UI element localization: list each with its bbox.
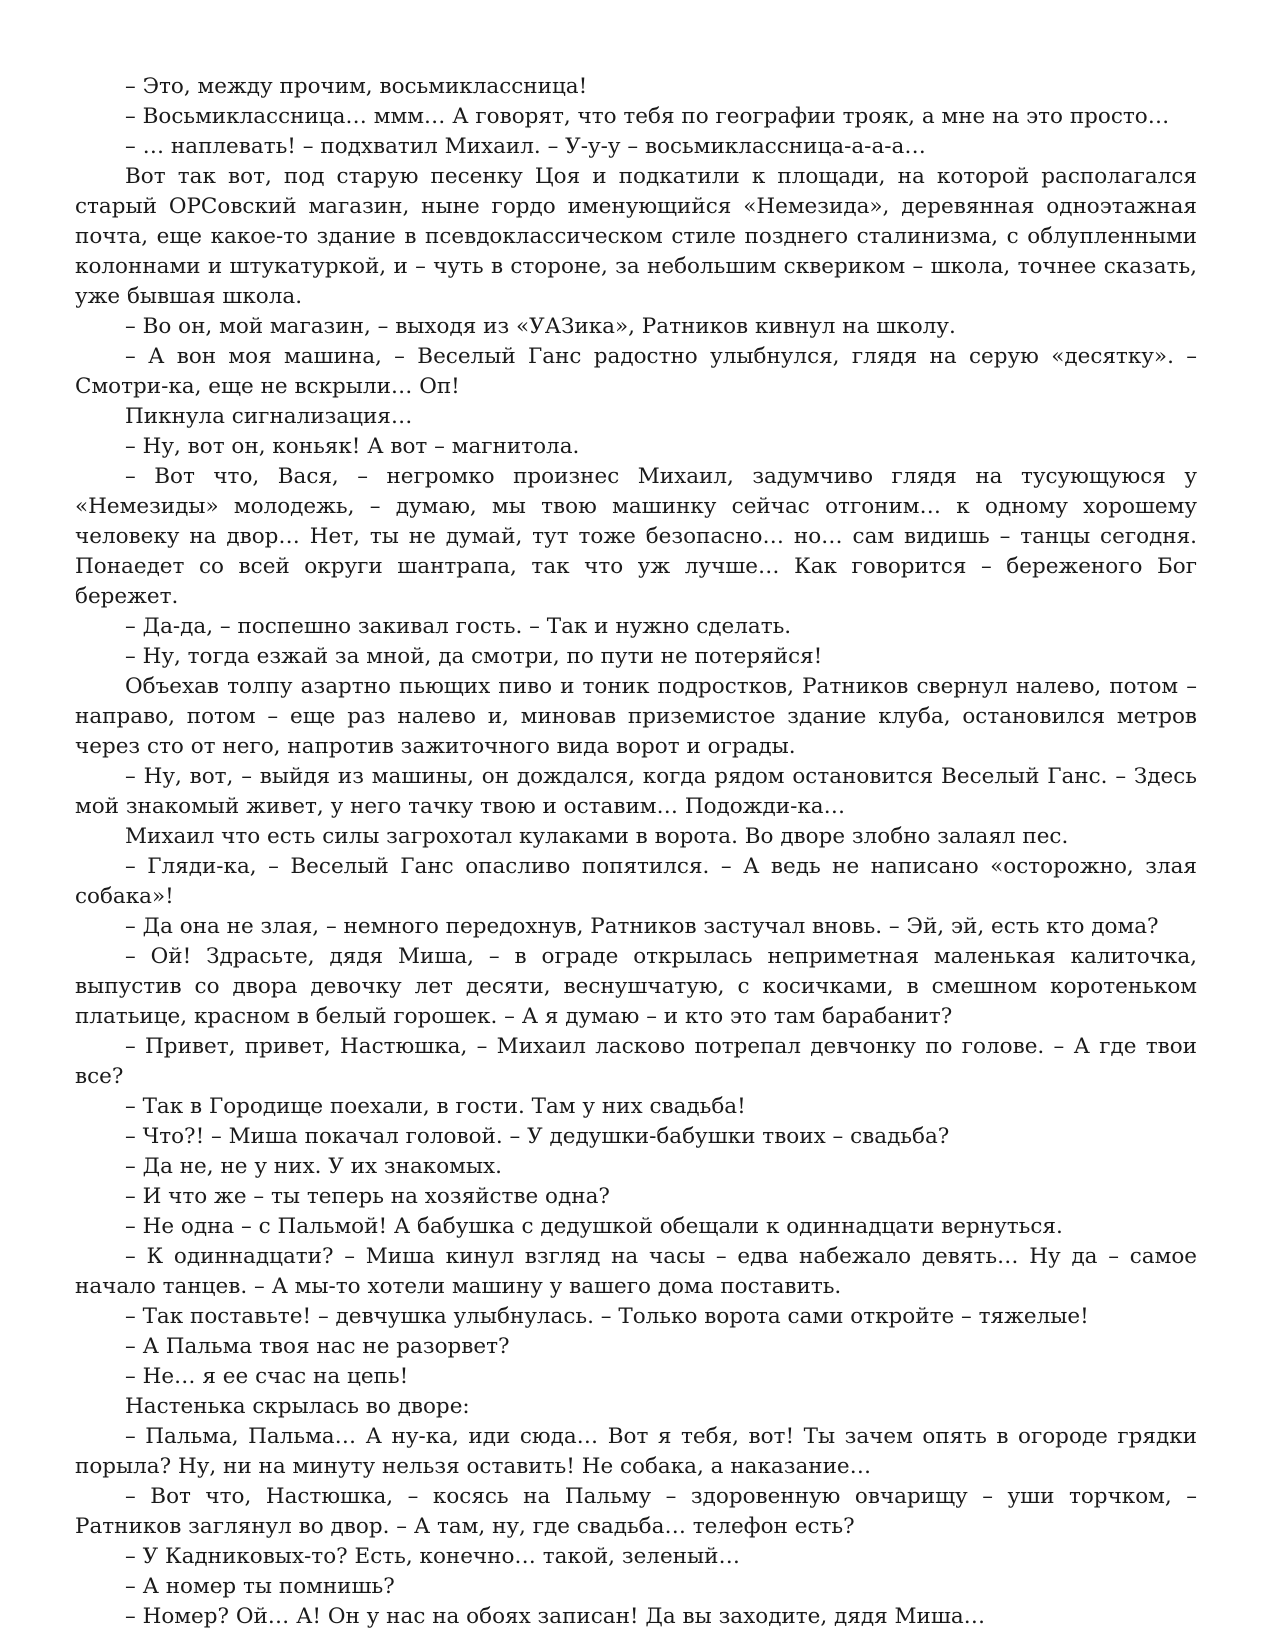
paragraph: – Не одна – с Пальмой! А бабушка с дедушкой обещали к одиннадцати вернуться. (125, 1214, 1063, 1239)
paragraph: – Во он, мой магазин, – выходя из «УАЗика», Ратников кивнул на школу. (125, 314, 956, 339)
document-page (75, 72, 1197, 1632)
paragraph: – Да-да, – поспешно закивал гость. – Так и нужно сделать. (125, 614, 792, 639)
paragraph: – Что?! – Миша покачал головой. – У дедушки-бабушки твоих – свадьба? (125, 1124, 950, 1149)
paragraph: – А номер ты помнишь? (125, 1574, 395, 1599)
paragraph: – Не… я ее счас на цепь! (125, 1364, 409, 1389)
paragraph: – Вот что, Настюшка, – косясь на Пальму – здоровенную овчарищу – уши торчком, – Ратников заглянул во двор. – А там, ну, где свадьба… телефон есть? (75, 1484, 1197, 1539)
paragraph: – Вот что, Вася, – негромко произнес Михаил, задумчиво глядя на тусующуюся у «Немезиды» молодежь, – думаю, мы твою машинку сейчас отгоним… к одному хорошему человеку на двор… Нет, ты не думай, тут тоже безопасно… но… сам видишь – танцы сегодня. Понаедет со всей округи шантрапа, так что уж лучше… Как говорится – береженого Бог бережет. (75, 464, 1197, 609)
paragraph: – … наплевать! – подхватил Михаил. – У-у-у – восьмиклассница-а-а-а… (125, 134, 926, 159)
paragraph: Михаил что есть силы загрохотал кулаками в ворота. Во дворе злобно залаял пес. (125, 824, 1069, 849)
paragraph: Настенька скрылась во дворе: (125, 1394, 470, 1419)
paragraph: – Так в Городище поехали, в гости. Там у них свадьба! (125, 1094, 746, 1119)
paragraph: Пикнула сигнализация… (125, 404, 413, 429)
paragraph: Объехав толпу азартно пьющих пиво и тоник подростков, Ратников свернул налево, потом – направо, потом – еще раз налево и, миновав приземистое здание клуба, остановился метров через сто от него, напротив зажиточного вида ворот и ограды. (75, 674, 1197, 759)
paragraph: – Восьмиклассница… ммм… А говорят, что тебя по географии трояк, а мне на это просто… (125, 104, 1170, 129)
paragraph: – И что же – ты теперь на хозяйстве одна? (125, 1184, 610, 1209)
paragraph: – Ну, вот, – выйдя из машины, он дождался, когда рядом остановится Веселый Ганс. – Здесь мой знакомый живет, у него тачку твою и оставим… Подожди-ка… (75, 764, 1197, 819)
paragraph: – А Пальма твоя нас не разорвет? (125, 1334, 510, 1359)
paragraph: – А вон моя машина, – Веселый Ганс радостно улыбнулся, глядя на серую «десятку». – Смотри-ка, еще не вскрыли… Оп! (75, 344, 1197, 399)
paragraph: – Гляди-ка, – Веселый Ганс опасливо попятился. – А ведь не написано «осторожно, злая собака»! (75, 854, 1197, 909)
paragraph: – Ну, вот он, коньяк! А вот – магнитола. (125, 434, 580, 459)
paragraph: – Ой! Здрасьте, дядя Миша, – в ограде открылась неприметная маленькая калиточка, выпустив со двора девочку лет десяти, веснушчатую, с косичками, в смешном коротеньком платьице, красном в белый горошек. – А я думаю – и кто это там барабанит? (75, 944, 1197, 1029)
paragraph: – Да не, не у них. У их знакомых. (125, 1154, 502, 1179)
paragraph: – Да она не злая, – немного передохнув, Ратников застучал вновь. – Эй, эй, есть кто дома? (125, 914, 1159, 939)
paragraph: – Номер? Ой… А! Он у нас на обоях записан! Да вы заходите, дядя Миша… (125, 1604, 986, 1629)
paragraph: – К одиннадцати? – Миша кинул взгляд на часы – едва набежало девять… Ну да – самое начало танцев. – А мы-то хотели машину у вашего дома поставить. (75, 1244, 1197, 1299)
paragraph: – Так поставьте! – девчушка улыбнулась. – Только ворота сами откройте – тяжелые! (125, 1304, 1089, 1329)
paragraph: Вот так вот, под старую песенку Цоя и подкатили к площади, на которой располагался старый ОРСовский магазин, ныне гордо именующийся «Немезида», деревянная одноэтажная почта, еще какое-то здание в псевдоклассическом стиле позднего сталинизма, с облупленными колоннами и штукатуркой, и – чуть в стороне, за небольшим сквериком – школа, точнее сказать, уже бывшая школа. (75, 164, 1197, 309)
paragraph: – Привет, привет, Настюшка, – Михаил ласково потрепал девчонку по голове. – А где твои все? (75, 1034, 1197, 1089)
paragraph: – У Кадниковых-то? Есть, конечно… такой, зеленый… (125, 1544, 740, 1569)
paragraph: – Это, между прочим, восьмиклассница! (125, 74, 588, 99)
paragraph: – Пальма, Пальма… А ну-ка, иди сюда… Вот я тебя, вот! Ты зачем опять в огороде грядки порыла? Ну, ни на минуту нельзя оставить! Не собака, а наказание… (75, 1424, 1197, 1479)
paragraph: – Ну, тогда езжай за мной, да смотри, по пути не потеряйся! (125, 644, 823, 669)
